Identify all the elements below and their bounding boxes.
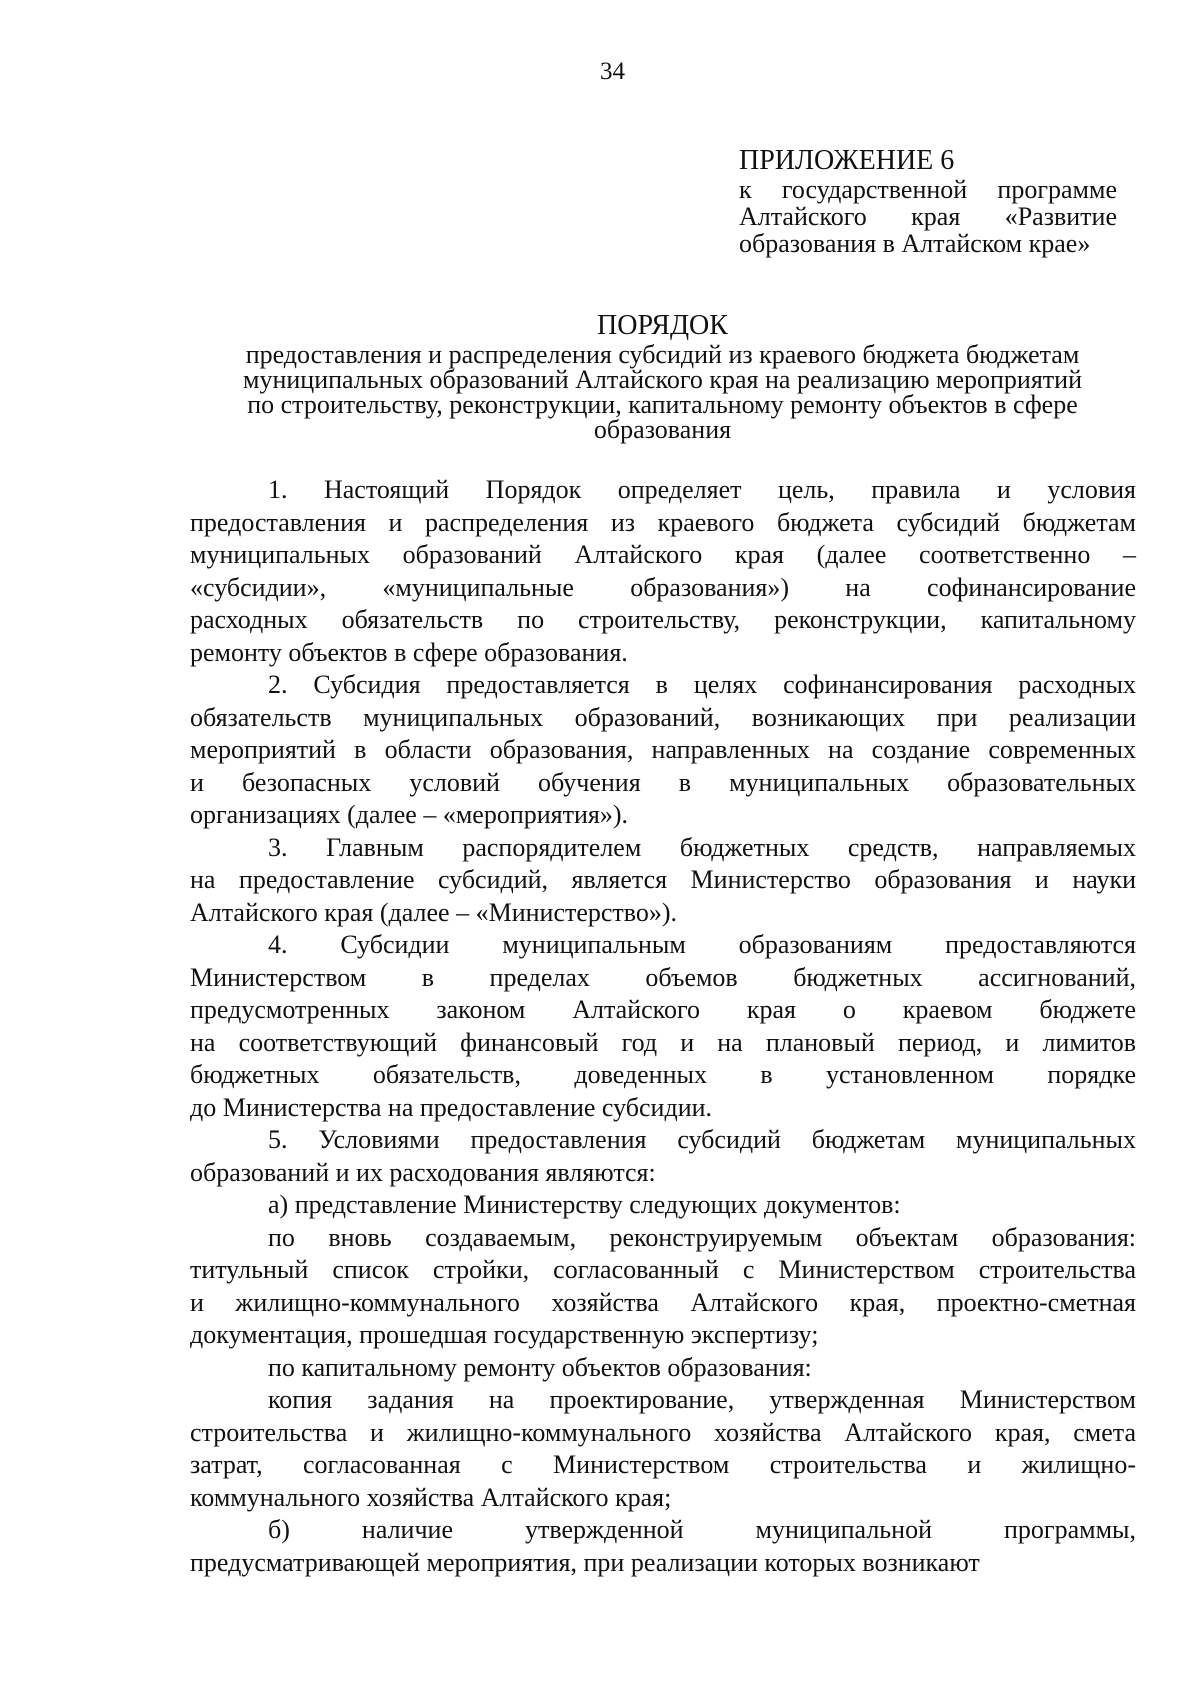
paragraph-line: 2. Субсидия предоставляется в целях софинансирования расходных	[268, 670, 1136, 699]
paragraph-line: на предоставление субсидий, является Министерство образования и науки	[190, 865, 1136, 894]
paragraph-line: организациях (далее – «мероприятия»).	[190, 800, 629, 829]
paragraph-line: копия задания на проектирование, утвержденная Министерством	[268, 1385, 1136, 1414]
paragraph-line: мероприятий в области образования, направленных на создание современных	[190, 735, 1136, 764]
paragraph-line: «субсидии», «муниципальные образования») на софинансирование	[190, 572, 1136, 602]
appendix-line: образования в Алтайском крае»	[739, 229, 1091, 258]
appendix-line: Алтайского края «Развитие	[739, 202, 1117, 231]
paragraph-line: предусмотренных законом Алтайского края о краевом бюджете	[190, 995, 1136, 1024]
paragraph-line: а) представление Министерству следующих документов:	[268, 1190, 901, 1219]
title-line: образования	[593, 415, 732, 444]
paragraph-line: расходных обязательств по строительству, реконструкции, капитальному	[190, 605, 1136, 634]
appendix-line: к государственной программе	[739, 175, 1117, 204]
paragraph-line: Министерством в пределах объемов бюджетных ассигнований,	[190, 962, 1136, 992]
paragraph	[190, 929, 1136, 1124]
paragraph-line: 5. Условиями предоставления субсидий бюджетам муниципальных	[268, 1125, 1136, 1154]
paragraph-line: до Министерства на предоставление субсидии.	[190, 1092, 713, 1122]
paragraph-line: документация, прошедшая государственную экспертизу;	[190, 1320, 819, 1349]
paragraph	[190, 1222, 1136, 1352]
paragraph-line: коммунального хозяйства Алтайского края;	[190, 1482, 672, 1512]
paragraph-line: по капитальному ремонту объектов образования:	[268, 1352, 812, 1382]
paragraph-line: и безопасных условий обучения в муниципальных образовательных	[190, 767, 1136, 797]
paragraph-line: предоставления и распределения из краевого бюджета субсидий бюджетам	[190, 507, 1136, 537]
paragraph	[190, 669, 1136, 832]
paragraph-line: б) наличие утвержденной муниципальной программы,	[268, 1515, 1136, 1544]
paragraph-line: ремонту объектов в сфере образования.	[190, 637, 628, 667]
paragraph-line: муниципальных образований Алтайского края (далее соответственно –	[190, 540, 1136, 569]
document-heading: ПОРЯДОК	[597, 310, 728, 341]
document-body	[190, 474, 1136, 1579]
paragraph	[190, 1352, 1136, 1385]
paragraph-line: обязательств муниципальных образований, возникающих при реализации	[190, 702, 1136, 732]
appendix-title: ПРИЛОЖЕНИЕ 6	[739, 145, 955, 176]
paragraph-line: и жилищно-коммунального хозяйства Алтайского края, проектно-сметная	[190, 1287, 1136, 1317]
title-line: предоставления и распределения субсидий из краевого бюджета бюджетам	[245, 340, 1080, 369]
paragraph-line: бюджетных обязательств, доведенных в установленном порядке	[190, 1060, 1136, 1089]
paragraph-line: 3. Главным распорядителем бюджетных средств, направляемых	[268, 832, 1136, 862]
paragraph	[190, 1124, 1136, 1189]
paragraph	[190, 1189, 1136, 1222]
paragraph	[190, 832, 1136, 930]
paragraph	[190, 1514, 1136, 1579]
paragraph-line: по вновь создаваемым, реконструируемым объектам образования:	[268, 1222, 1136, 1252]
page-number: 34	[600, 58, 625, 85]
paragraph-line: 1. Настоящий Порядок определяет цель, правила и условия	[268, 475, 1136, 504]
title-line: по строительству, реконструкции, капитальному ремонту объектов в сфере	[247, 390, 1078, 419]
paragraph-line: затрат, согласованная с Министерством строительства и жилищно-	[190, 1450, 1136, 1479]
paragraph-line: образований и их расходования являются:	[190, 1157, 656, 1187]
title-line: муниципальных образований Алтайского края на реализацию мероприятий	[243, 365, 1082, 394]
paragraph	[190, 1384, 1136, 1514]
paragraph	[190, 474, 1136, 669]
paragraph-line: титульный список стройки, согласованный с Министерством строительства	[190, 1255, 1136, 1284]
paragraph-line: строительства и жилищно-коммунального хозяйства Алтайского края, смета	[190, 1417, 1136, 1447]
paragraph-line: 4. Субсидии муниципальным образованиям предоставляются	[268, 930, 1136, 959]
paragraph-line: Алтайского края (далее – «Министерство»).	[190, 897, 678, 927]
appendix-block	[739, 146, 1117, 257]
paragraph-line: предусматривающей мероприятия, при реализации которых возникают	[190, 1547, 980, 1577]
document-title	[190, 310, 1135, 442]
paragraph-line: на соответствующий финансовый год и на плановый период, и лимитов	[190, 1027, 1136, 1057]
